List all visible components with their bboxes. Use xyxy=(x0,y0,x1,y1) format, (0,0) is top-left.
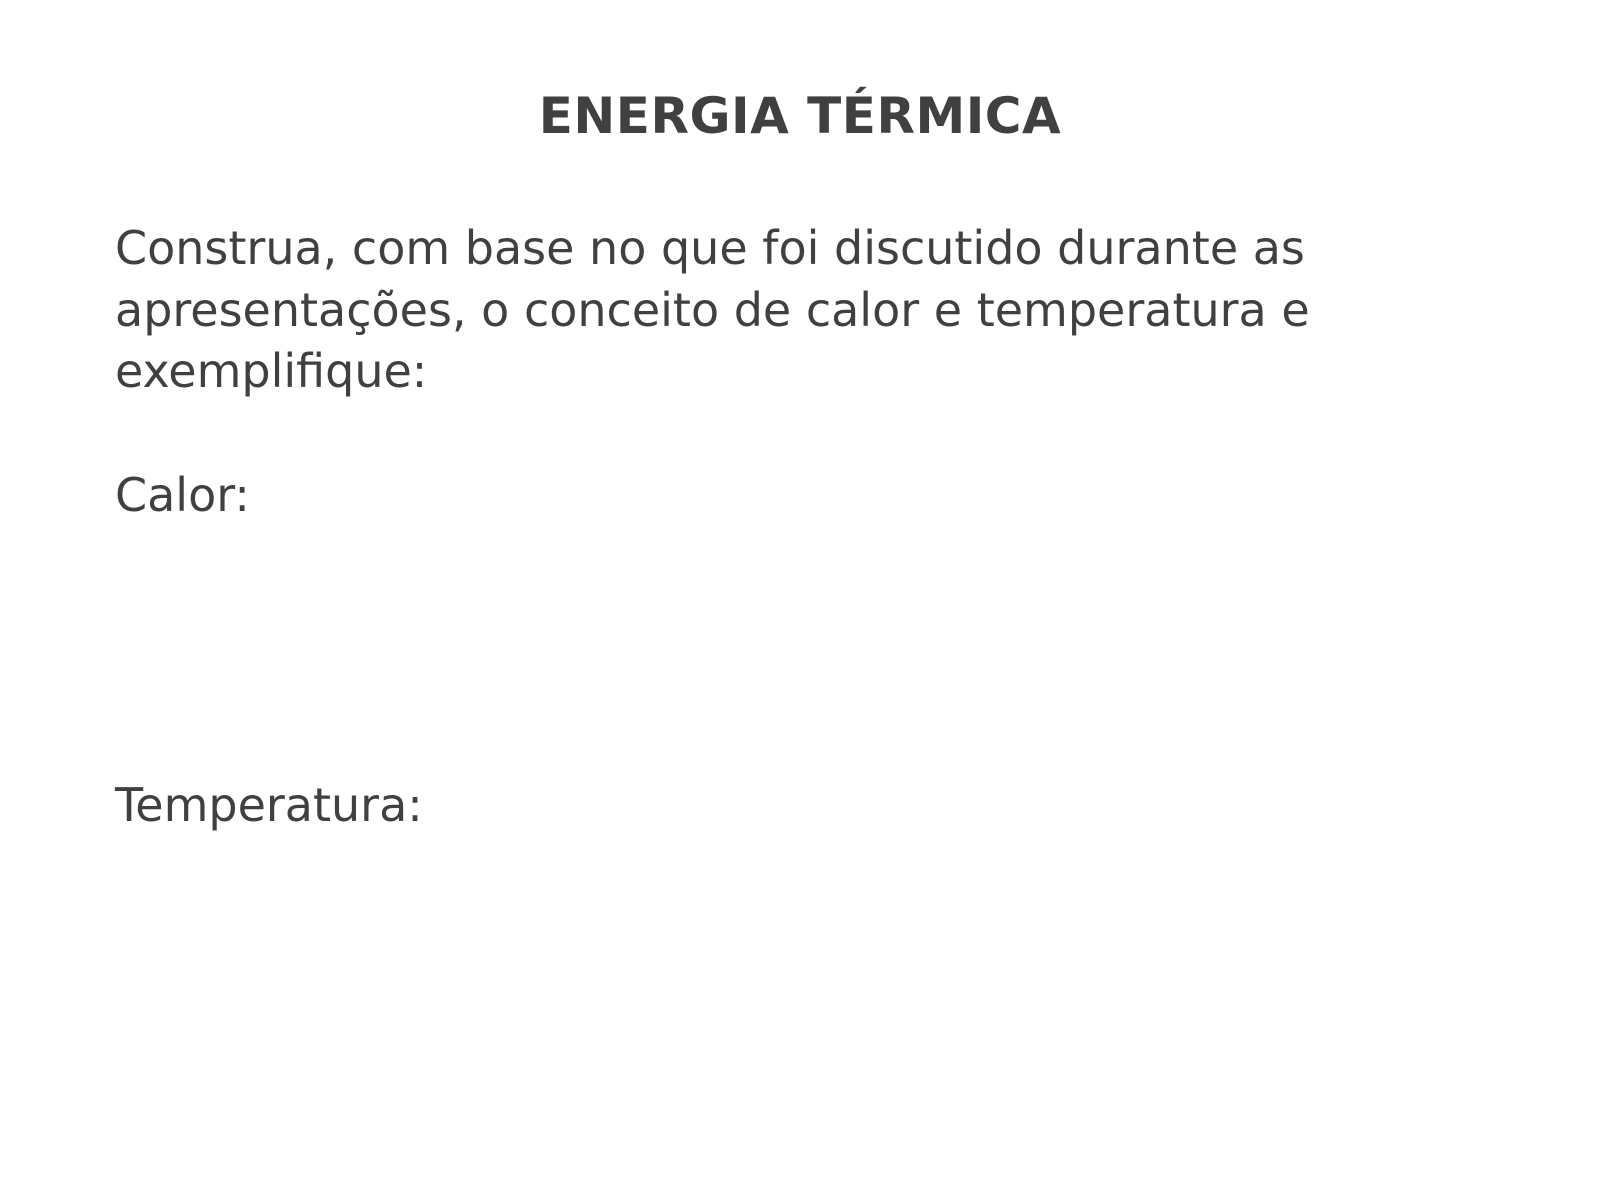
field-label-calor: Calor: xyxy=(115,468,250,522)
answer-area-calor[interactable] xyxy=(115,560,1415,750)
answer-area-temperatura[interactable] xyxy=(115,870,1415,1060)
page-title: ENERGIA TÉRMICA xyxy=(538,87,1062,145)
prompt-paragraph: Construa, com base no que foi discutido durante as apresentações, o conceito de calor e temperatura e exemplifique: xyxy=(115,221,1310,399)
field-label-temperatura: Temperatura: xyxy=(115,778,423,832)
